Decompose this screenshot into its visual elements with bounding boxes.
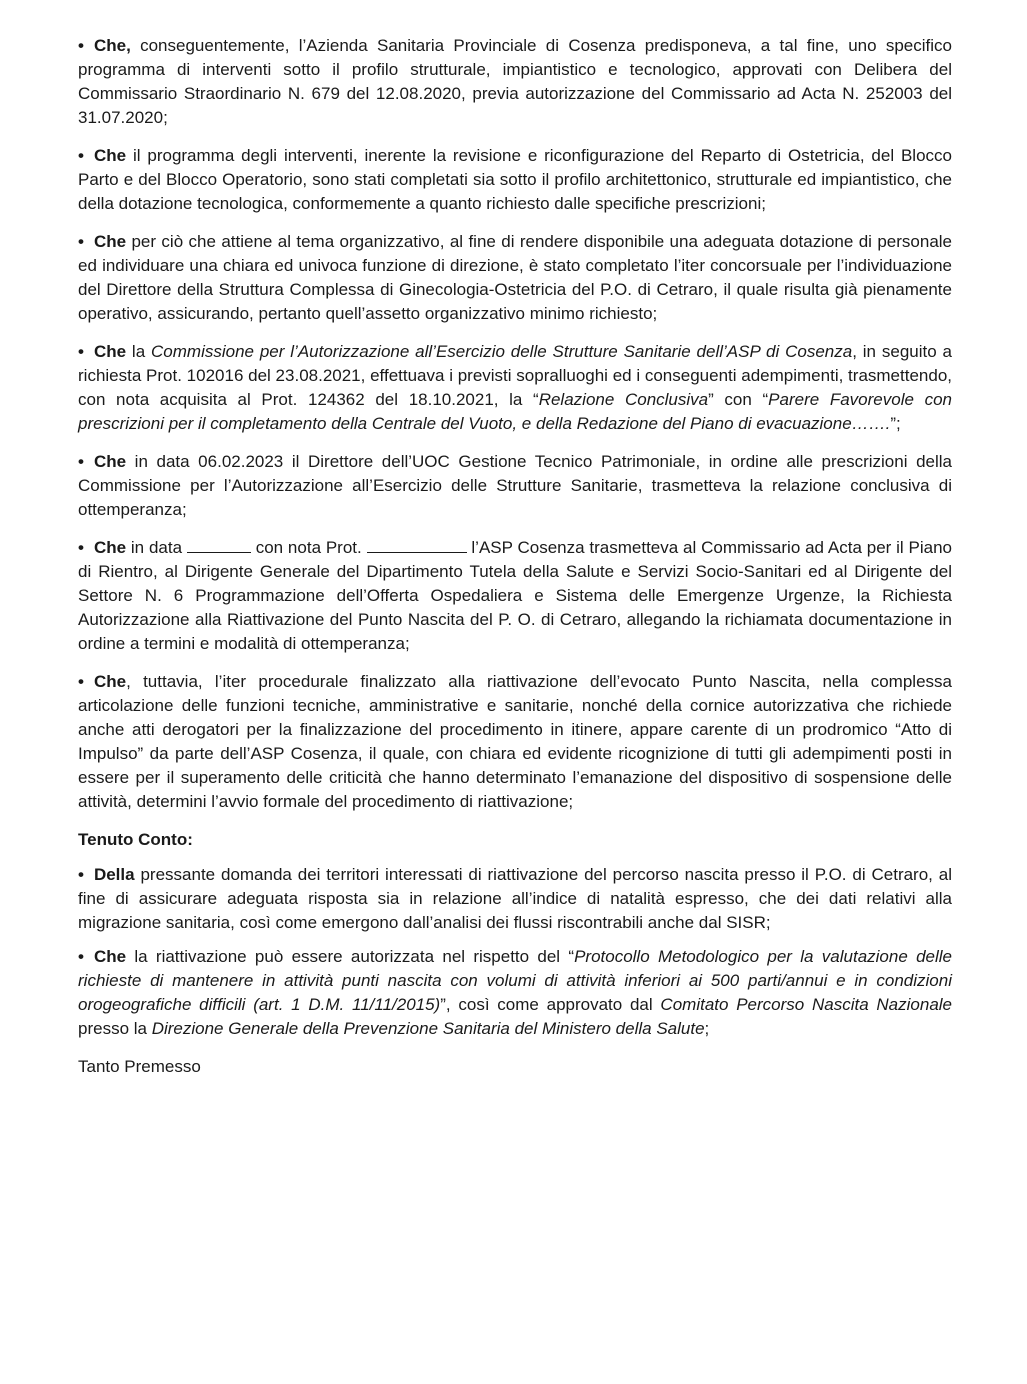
paragraph-relazione-ottemperanza xyxy=(78,450,952,522)
paragraph-lead: Che xyxy=(93,672,127,691)
paragraph-text: conseguentemente, l’Azienda Sanitaria Provinciale di Cosenza predisponeva, a tal fine, uno specifico programma di interventi sotto il profilo strutturale, impiantistico e tecnologico, approvati con Delibera del Commissario Straordinario N. 679 del 12.08.2020, previa autorizzazione del Commissario ad Acta N. 252003 del 31.07.2020; xyxy=(78,36,952,127)
paragraph-text: in data xyxy=(126,538,187,557)
paragraph-text: la riattivazione può essere autorizzata nel rispetto del “ xyxy=(126,947,575,966)
paragraph-italic-text: Comitato Percorso Nascita Nazionale xyxy=(660,995,953,1014)
paragraph-text: ” con “ xyxy=(708,390,769,409)
paragraph-commissione-autorizzazione xyxy=(78,340,952,436)
paragraph-interventi-completati xyxy=(78,144,952,216)
paragraph-text: ”, così come approvato dal xyxy=(440,995,661,1014)
paragraph-lead: Che xyxy=(93,452,127,471)
paragraph-text: con nota Prot. xyxy=(250,538,367,557)
paragraph-programma-interventi xyxy=(78,34,952,130)
paragraph-text: ; xyxy=(704,1019,710,1038)
paragraph-text: in data 06.02.2023 il Direttore dell’UOC Gestione Tecnico Patrimoniale, in ordine alle prescrizioni della Commissione per l’Autorizzazione all’Esercizio delle Strutture Sanitarie, trasmetteva la relazione conclusiva di ottemperanza; xyxy=(78,452,952,519)
paragraph-protocollo-metodologico xyxy=(78,945,952,1041)
paragraph-text: pressante domanda dei territori interessati di riattivazione del percorso nascita presso il P.O. di Cetraro, al fine di assicurare adeguata risposta sia in relazione all’indice di natalità espresso, che dei dati relativi alla migrazione sanitaria, così come emergono dall’analisi dei flussi riscontrabili anche dal SISR; xyxy=(78,865,952,932)
paragraph-italic-text: Relazione Conclusiva xyxy=(538,390,709,409)
paragraph-text: il programma degli interventi, inerente la revisione e riconfigurazione del Reparto di Ostetricia, del Blocco Parto e del Blocco Operatorio, sono stati completati sia sotto il profilo architettonico, strutturale ed impiantistico, che della dotazione tecnologica, conformemente a quanto richiesto dalle specifiche prescrizioni; xyxy=(78,146,952,213)
closing-line: Tanto Premesso xyxy=(78,1057,201,1076)
paragraph-tema-organizzativo xyxy=(78,230,952,326)
paragraph-italic-text: Parere Favorevole con prescrizioni per il completamento della Centrale del Vuoto, e della Redazione del Piano di evacuazione……. xyxy=(78,390,952,433)
paragraph-lead: Che xyxy=(93,947,127,966)
paragraph-richiesta-riattivazione xyxy=(78,536,952,656)
paragraph-lead: Che xyxy=(93,232,127,251)
paragraph-text: , tuttavia, l’iter procedurale finalizzato alla riattivazione dell’evocato Punto Nascita, nella complessa articolazione delle funzioni tecniche, amministrative e sanitarie, nonché della cornice autorizzativa che richiede anche atti derogatori per la finalizzazione del procedimento in itinere, appare carente di un prodromico “Atto di Impulso” da parte dell’ASP Cosenza, il quale, con chiara ed evidente ricognizione di tutti gli adempimenti posti in essere per il superamento delle criticità che hanno determinato l’emanazione del dispositivo di sospensione delle attività, determini l’avvio formale del procedimento di riattivazione; xyxy=(78,672,952,811)
paragraph-text: l’ASP Cosenza trasmetteva al Commissario ad Acta per il Piano di Rientro, al Dirigente Generale del Dipartimento Tutela della Salute e Servizi Socio-Sanitari ed al Dirigente del Settore N. 6 Programmazione dell’Offerta Ospedaliera e Sistema delle Emergenze Urgenze, la Richiesta Autorizzazione alla Riattivazione del Punto Nascita del P. O. di Cetraro, allegando la richiamata documentazione in ordine a termini e modalità di ottemperanza; xyxy=(78,538,952,653)
paragraph-atto-di-impulso xyxy=(78,670,952,814)
section-heading: Tenuto Conto: xyxy=(78,830,193,849)
paragraph-italic-text: Direzione Generale della Prevenzione Sanitaria del Ministero della Salute xyxy=(151,1019,705,1038)
paragraph-text: presso la xyxy=(78,1019,152,1038)
paragraph-lead: Che xyxy=(93,342,127,361)
paragraph-text: , in seguito a richiesta Prot. 102016 del 23.08.2021, effettuava i previsti sopralluoghi ed i conseguenti adempimenti, trasmettendo, con nota acquisita al Prot. 124362 del 18.10.2021, la “ xyxy=(78,342,952,409)
paragraph-text: per ciò che attiene al tema organizzativo, al fine di rendere disponibile una adeguata dotazione di personale ed individuare una chiara ed univoca funzione di direzione, è stato completato l’iter concorsuale per l’individuazione del Direttore della Struttura Complessa di Ginecologia-Ostetricia del P.O. di Cetraro, il quale risulta già pienamente operativo, assicurando, pertanto quell’assetto organizzativo minimo richiesto; xyxy=(78,232,952,323)
blank-protocol-field xyxy=(367,538,467,553)
paragraph-italic-text: Commissione per l’Autorizzazione all’Esercizio delle Strutture Sanitarie dell’ASP di Cosenza xyxy=(151,342,853,361)
paragraph-lead: Che, xyxy=(93,36,131,55)
paragraph-lead: Della xyxy=(93,865,135,884)
paragraph-text: ”; xyxy=(890,414,901,433)
paragraph-domanda-territori xyxy=(78,863,952,935)
paragraph-lead: Che xyxy=(93,146,127,165)
paragraph-lead: Che xyxy=(93,538,127,557)
blank-date-field xyxy=(187,538,251,553)
paragraph-text: la xyxy=(126,342,152,361)
paragraph-italic-text: Protocollo Metodologico per la valutazione delle richieste di mantenere in attività punti nascita con volumi di attività inferiori ai 500 parti/annui e in condizioni orogeografiche difficili (art. 1 D.M. 11/11/2015) xyxy=(78,947,953,1014)
